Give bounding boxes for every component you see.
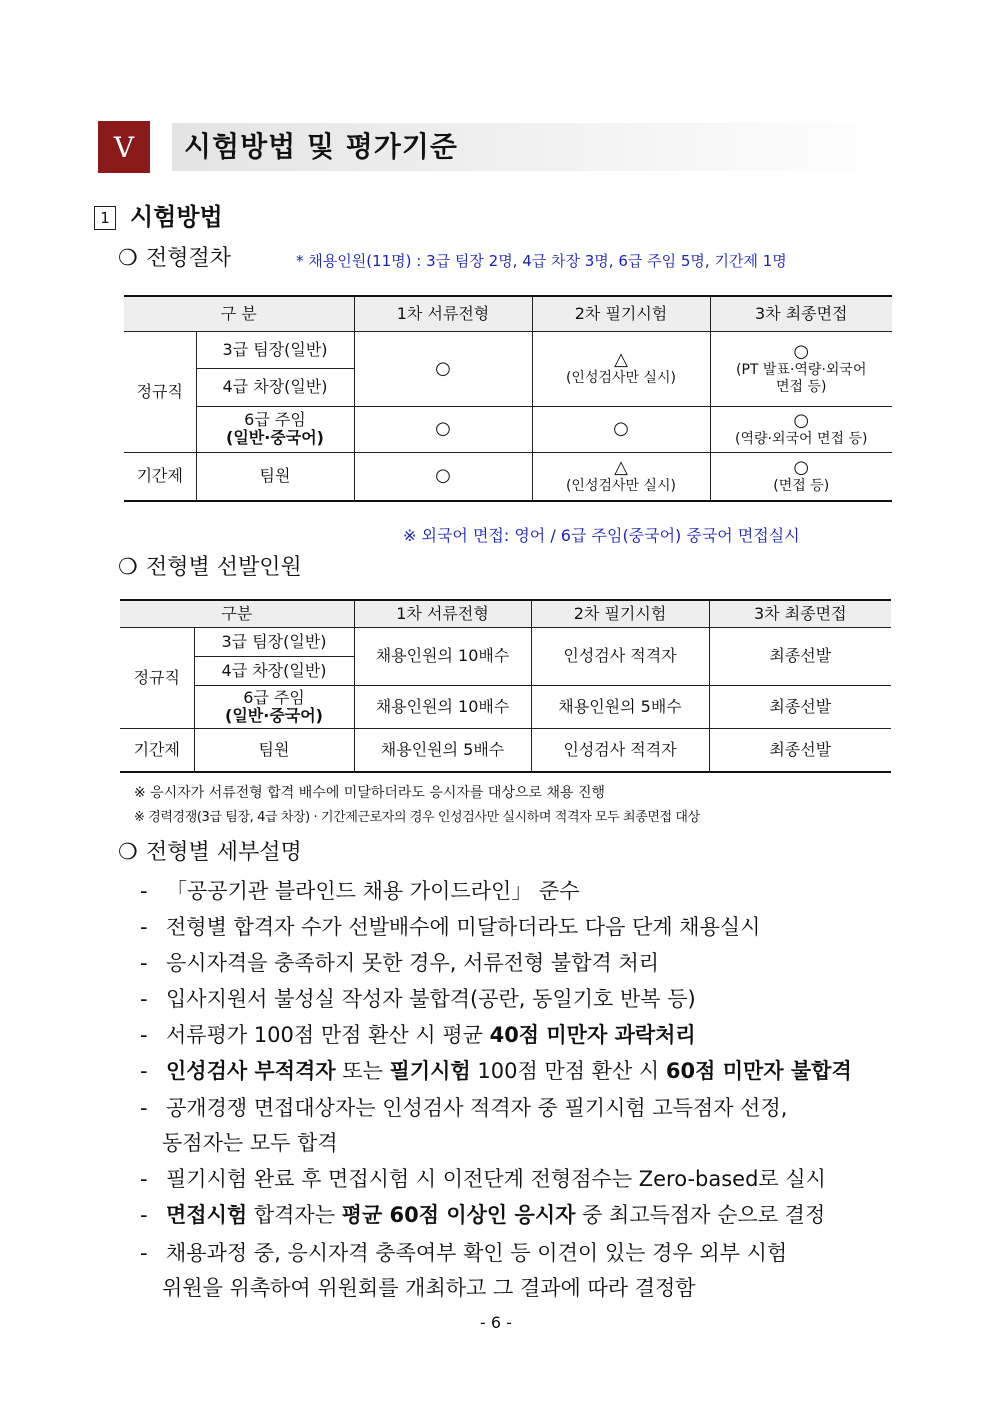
interview-detail: 면접 등) (776, 378, 827, 395)
list-text-bold: 60점 미만자 불합격 (665, 1059, 852, 1083)
chapter-title: 시험방법 및 평가기준 (184, 130, 458, 163)
interview-detail: (PT 발표·역량·외국어 (736, 361, 867, 378)
position-3rd-lead: 3급 팀장(일반) (194, 627, 354, 656)
list-text: 서류평가 100점 만점 환산 시 평균 (166, 1023, 490, 1047)
position-6th-staff (196, 406, 354, 452)
circle-mark: ○ (793, 456, 810, 478)
position-3rd-lead: 3급 팀장(일반) (196, 331, 354, 368)
dash-marker: - (140, 1096, 148, 1120)
table-row (124, 452, 892, 501)
dash-marker: - (140, 1059, 148, 1083)
header-stage2: 2차 필기시험 (531, 600, 709, 627)
list-item (140, 912, 760, 942)
cell-stage1-c (354, 406, 532, 452)
dash-marker: - (140, 915, 148, 939)
procedure-table (124, 295, 892, 502)
bullet-circle-icon: ❍ (118, 246, 138, 271)
list-item (140, 1238, 787, 1268)
position-6th-staff (194, 685, 354, 728)
aptitude-only-label: (인성검사만 실시) (565, 477, 677, 494)
header-stage3: 3차 최종면접 (710, 296, 892, 331)
cell-written-d: 인성검사 적격자 (531, 728, 709, 772)
cell-doc-d: 채용인원의 5배수 (354, 728, 531, 772)
hiring-count-note: * 채용인원(11명) : 3급 팀장 2명, 4급 차장 3명, 6급 주임 5명, 기간제 1명 (296, 252, 787, 270)
cell-final-c: 최종선발 (709, 685, 891, 728)
interview-detail: (면접 등) (773, 477, 830, 494)
cell-stage2-c (532, 406, 710, 452)
header-category: 구 분 (124, 296, 354, 331)
cell-stage2-d (532, 452, 710, 501)
table-row (120, 728, 891, 772)
position-4th-manager: 4급 차장(일반) (196, 368, 354, 406)
cell-stage3-d (710, 452, 892, 501)
circle-mark: ○ (793, 409, 810, 431)
cell-stage3-ab (710, 331, 892, 406)
group-regular: 정규직 (120, 627, 194, 728)
triangle-mark: △ (614, 349, 628, 370)
position-member: 팀원 (196, 452, 354, 501)
table2-note-1: ※ 응시자가 서류전형 합격 배수에 미달하더라도 응시자를 대상으로 채용 진행 (134, 785, 606, 801)
circle-mark: ○ (613, 418, 629, 439)
aptitude-only-label: (인성검사만 실시) (565, 370, 677, 386)
list-text: 합격자는 (247, 1203, 342, 1227)
chapter-number: V (98, 121, 150, 173)
dash-marker: - (140, 1241, 148, 1265)
list-text-bold: 면접시험 (166, 1203, 248, 1227)
section-number: 1 (94, 206, 116, 230)
list-item (140, 984, 696, 1014)
dash-marker: - (140, 1167, 148, 1191)
dash-marker: - (140, 951, 148, 975)
subheading-selection (118, 553, 302, 583)
dash-marker: - (140, 1203, 148, 1227)
circle-mark: ○ (435, 418, 451, 439)
header-stage1: 1차 서류전형 (354, 296, 532, 331)
position-sublabel: (일반·중국어) (225, 705, 323, 725)
list-text-bold: 평균 60점 이상인 응시자 (341, 1203, 576, 1227)
table-row (124, 331, 892, 368)
position-sublabel: (일반·중국어) (226, 428, 324, 447)
cell-stage3-c (710, 406, 892, 452)
header-category: 구분 (120, 600, 354, 627)
cell-stage1-d (354, 452, 532, 501)
cell-doc-ab: 채용인원의 10배수 (354, 627, 531, 685)
chapter-heading (98, 121, 898, 173)
language-interview-note: ※ 외국어 면접: 영어 / 6급 주임(중국어) 중국어 면접실시 (403, 526, 800, 545)
group-regular: 정규직 (124, 331, 196, 452)
subheading-label: 전형별 세부설명 (146, 840, 302, 865)
list-text: 100점 만점 환산 시 (470, 1059, 666, 1083)
position-label: 6급 주임 (244, 410, 306, 429)
list-item (140, 948, 659, 978)
table-header-row (120, 600, 891, 627)
header-stage1: 1차 서류전형 (354, 600, 531, 627)
subheading-label: 전형별 선발인원 (146, 555, 302, 580)
list-item-continuation: 동점자는 모두 합격 (162, 1131, 338, 1155)
list-text: 공개경쟁 면접대상자는 인성검사 적격자 중 필기시험 고득점자 선정, (166, 1096, 788, 1120)
position-member: 팀원 (194, 728, 354, 772)
subheading-details (118, 838, 302, 868)
list-item (140, 1020, 696, 1050)
table2-note-2: ※ 경력경쟁(3급 팀장, 4급 차장) · 기간제근로자의 경우 인성검사만 실시하며 적격자 모두 최종면접 대상 (134, 810, 700, 825)
position-4th-manager: 4급 차장(일반) (194, 656, 354, 685)
page-number: - 6 - (480, 1313, 512, 1332)
list-text-bold: 인성검사 부적격자 (166, 1059, 336, 1083)
section-title: 시험방법 (130, 203, 223, 231)
dash-marker: - (140, 1023, 148, 1047)
triangle-mark: △ (614, 456, 628, 478)
cell-written-ab: 인성검사 적격자 (531, 627, 709, 685)
circle-mark: ○ (793, 340, 810, 362)
header-stage3: 3차 최종면접 (709, 600, 891, 627)
subheading-label: 전형절차 (146, 246, 232, 271)
bullet-circle-icon: ❍ (118, 840, 138, 865)
cell-final-d: 최종선발 (709, 728, 891, 772)
group-contract: 기간제 (120, 728, 194, 772)
list-text: 중 최고득점자 순으로 결정 (575, 1203, 826, 1227)
table-header-row (124, 296, 892, 331)
table-row (120, 627, 891, 656)
dash-marker: - (140, 987, 148, 1011)
interview-detail: (역량·외국어 면접 등) (735, 430, 868, 447)
list-text: 응시자격을 충족하지 못한 경우, 서류전형 불합격 처리 (166, 951, 660, 975)
list-text-bold: 필기시험 (389, 1059, 471, 1083)
list-text: 「공공기관 블라인드 채용 가이드라인」 준수 (166, 879, 580, 903)
selection-table (120, 599, 891, 773)
list-item (140, 1056, 852, 1086)
group-contract: 기간제 (124, 452, 196, 501)
cell-stage2-ab (532, 331, 710, 406)
list-text: 채용과정 중, 응시자격 충족여부 확인 등 이견이 있는 경우 외부 시험 (166, 1241, 788, 1265)
subheading-procedure (118, 244, 231, 274)
cell-final-ab: 최종선발 (709, 627, 891, 685)
list-item (140, 876, 580, 906)
cell-stage1-ab (354, 331, 532, 406)
cell-doc-c: 채용인원의 10배수 (354, 685, 531, 728)
list-item (140, 1093, 787, 1123)
list-text: 전형별 합격자 수가 선발배수에 미달하더라도 다음 단계 채용실시 (166, 915, 761, 939)
dash-marker: - (140, 879, 148, 903)
bullet-circle-icon: ❍ (118, 555, 138, 580)
circle-mark: ○ (435, 357, 451, 379)
list-item (140, 1164, 826, 1194)
header-stage2: 2차 필기시험 (532, 296, 710, 331)
list-text-bold: 40점 미만자 과락처리 (489, 1023, 696, 1047)
list-item-continuation: 위원을 위촉하여 위원회를 개최하고 그 결과에 따라 결정함 (162, 1276, 696, 1300)
list-text: 또는 (335, 1059, 390, 1083)
circle-mark: ○ (435, 465, 451, 487)
cell-written-c: 채용인원의 5배수 (531, 685, 709, 728)
list-item (140, 1200, 825, 1230)
table-row (120, 685, 891, 728)
table-row (124, 406, 892, 452)
position-label: 6급 주임 (243, 687, 305, 707)
list-text: 입사지원서 불성실 작성자 불합격(공란, 동일기호 반복 등) (166, 987, 696, 1011)
list-text: 필기시험 완료 후 면접시험 시 이전단계 전형점수는 Zero-based로 실시 (166, 1167, 826, 1191)
